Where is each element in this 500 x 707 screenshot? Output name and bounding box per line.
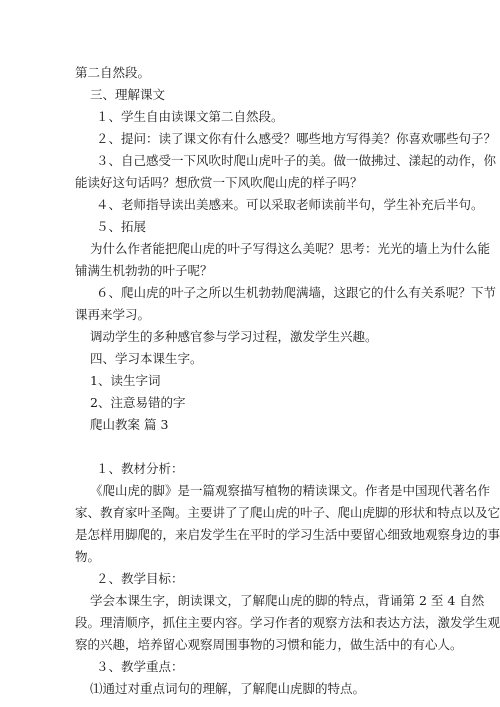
text-line: 为什么作者能把爬山虎的叶子写得这么美呢？思考：光光的墙上为什么能: [90, 241, 491, 256]
text-line: ６、爬山虎的叶子之所以生机勃勃爬满墙，这跟它的什么有关系呢？下节: [96, 285, 497, 300]
section-heading: 三、理解课文: [90, 87, 166, 102]
text-line: ３、自己感受一下风吹时爬山虎叶子的美。做一做拂过、漾起的动作，你: [96, 153, 497, 168]
text-line: 家、教育家叶圣陶。主要讲了了爬山虎的叶子、爬山虎脚的形状和特点以及它: [75, 505, 500, 520]
section-heading: ２、教学目标：: [96, 571, 184, 586]
text-line: 第二自然段。: [75, 65, 151, 80]
text-line: 物。: [75, 549, 101, 564]
text-line: 能读好这句话吗？想欣赏一下风吹爬山虎的样子吗？: [75, 175, 363, 190]
section-heading: ３、教学重点：: [96, 659, 184, 674]
text-line: ２、提问：读了课文你有什么感受？哪些地方写得美？你喜欢哪些句子？: [96, 131, 497, 146]
text-line: 课再来学习。: [75, 307, 151, 322]
text-line: ５、拓展: [96, 219, 147, 234]
section-title: 爬山教案 篇 3: [90, 417, 169, 432]
text-line: ⑴通过对重点词句的理解，了解爬山虎脚的特点。: [90, 681, 366, 696]
text-line: 察的兴趣，培养留心观察周围事物的习惯和能力，做生活中的有心人。: [75, 637, 463, 652]
text-line: １、学生自由读课文第二自然段。: [96, 109, 284, 124]
text-line: 段。理清顺序，抓住主要内容。学习作者的观察方法和表达方法，激发学生观: [75, 615, 500, 630]
section-heading: 四、学习本课生字。: [90, 351, 203, 366]
text-line: 调动学生的多种感官参与学习过程，激发学生兴趣。: [90, 329, 378, 344]
text-line: ４、老师指导读出美感来。可以采取老师读前半句，学生补充后半句。: [96, 197, 484, 212]
text-line: 2、注意易错的字: [90, 395, 186, 410]
text-line: 《爬山虎的脚》是一篇观察描写植物的精读课文。作者是中国现代著名作: [90, 483, 491, 498]
text-line: 是怎样用脚爬的，来启发学生在平时的学习生活中要留心细致地观察身边的事: [75, 527, 500, 542]
text-line: 1、读生字词: [90, 373, 161, 388]
text-line: 铺满生机勃勃的叶子呢？: [75, 263, 213, 278]
section-heading: １、教材分析：: [96, 461, 184, 476]
text-line: 学会本课生字，朗读课文，了解爬山虎的脚的特点，背诵第 2 至 4 自然: [90, 593, 485, 608]
